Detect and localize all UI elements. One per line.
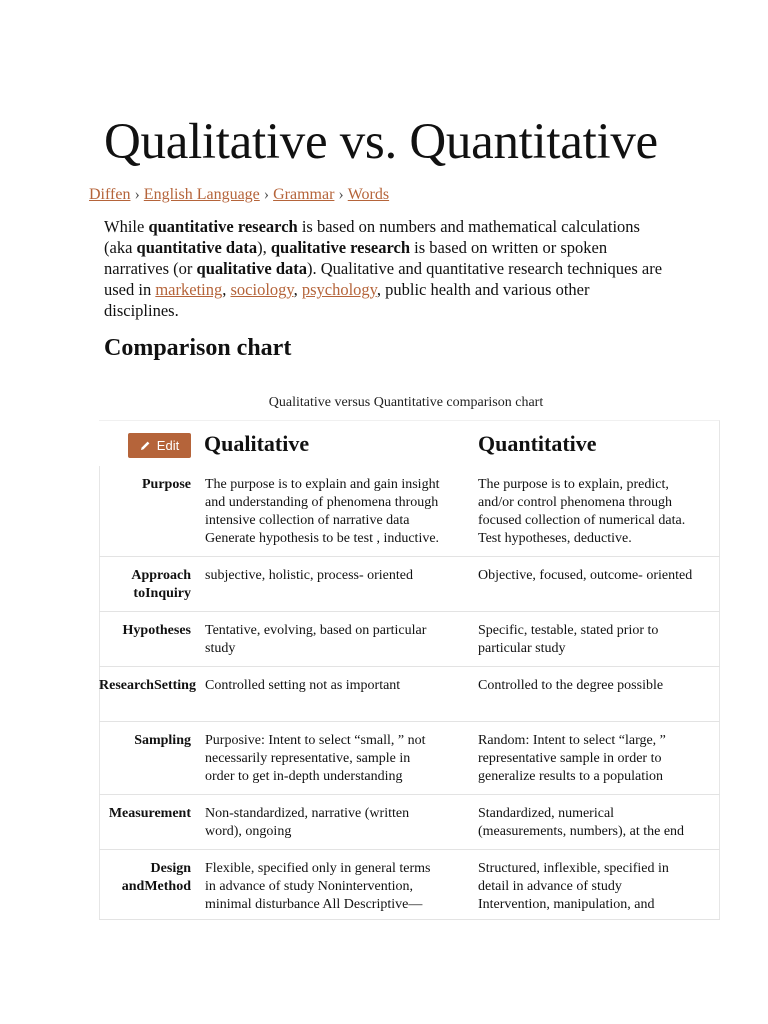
cell-line: Sampling (134, 733, 191, 748)
cell-line: Inquiry (145, 586, 191, 601)
cell-line: Approach to (131, 568, 191, 601)
cell-line: intensive collection of narrative data (205, 513, 410, 528)
cell-line: The purpose is to explain and gain insight (205, 477, 440, 492)
cell-line: Design and (121, 861, 191, 894)
breadcrumb-link-diffen[interactable]: Diffen (89, 186, 131, 203)
intro-text: ), (257, 238, 271, 257)
cell-qualitative (205, 567, 463, 585)
cell-line: (measurements, numbers), at the end (478, 824, 685, 839)
cell-qualitative (205, 677, 463, 695)
link-sociology[interactable]: sociology (230, 280, 294, 299)
cell-line: Structured, inflexible, specified in (478, 861, 669, 876)
cell-line: detail in advance of study (478, 879, 622, 894)
edit-button-label: Edit (156, 438, 180, 453)
intro-text: , (222, 280, 231, 299)
breadcrumb-separator: › (338, 186, 344, 203)
cell-quantitative (478, 622, 714, 658)
intro-bold-term: quantitative research (148, 217, 298, 236)
cell-line: representative sample in order to (478, 751, 662, 766)
cell-quantitative (478, 476, 714, 548)
cell-line: minimal disturbance All Descriptive— (205, 897, 423, 912)
intro-text: is based on numbers and mathematical calculations (aka (104, 217, 640, 257)
row-label (99, 860, 191, 896)
intro-text: ). Qualitative and quantitative research techniques are used in (104, 259, 663, 299)
intro-paragraph (104, 216, 664, 321)
cell-line: Purpose (142, 477, 191, 492)
column-header-qualitative: Qualitative (204, 431, 310, 456)
cell-quantitative (478, 860, 714, 914)
row-label (99, 622, 191, 640)
section-title: Comparison chart (104, 335, 292, 361)
table-row (99, 850, 720, 920)
column-header-quantitative: Quantitative (478, 431, 597, 456)
intro-text: , (293, 280, 302, 299)
cell-line: The purpose is to explain, predict, (478, 477, 669, 492)
pencil-icon (140, 440, 151, 451)
intro-bold-term: qualitative data (196, 259, 308, 278)
row-label (99, 732, 191, 750)
link-psychology[interactable]: psychology (301, 280, 377, 299)
cell-line: order to get in-depth understanding (205, 769, 403, 784)
intro-text: While (104, 217, 149, 236)
cell-line: particular study (478, 641, 566, 656)
cell-quantitative (478, 677, 714, 695)
cell-line: Hypotheses (122, 623, 191, 638)
table-body (99, 466, 720, 920)
cell-line: Flexible, specified only in general terms (205, 861, 431, 876)
intro-text: is based on written or spoken narratives (or (104, 238, 608, 278)
intro-bold-term: quantitative data (136, 238, 258, 257)
breadcrumb-link-words[interactable]: Words (347, 186, 390, 203)
breadcrumb-link-english-language[interactable]: English Language (143, 186, 260, 203)
cell-line: Random: Intent to select “large, ” (478, 733, 666, 748)
page-title: Qualitative vs. Quantitative (104, 114, 658, 170)
row-label (99, 567, 191, 603)
row-label (99, 476, 191, 494)
cell-line: Non-standardized, narrative (written (205, 806, 410, 821)
cell-line: focused collection of numerical data. (478, 513, 686, 528)
cell-line: Tentative, evolving, based on particular (205, 623, 427, 638)
cell-line: Generate hypothesis to be test , inductive. (205, 531, 440, 546)
cell-line: necessarily representative, sample in (205, 751, 411, 766)
cell-qualitative (205, 622, 463, 658)
cell-line: and understanding of phenomena through (205, 495, 439, 510)
cell-line: Research (99, 678, 154, 693)
cell-quantitative (478, 805, 714, 841)
cell-quantitative (478, 567, 714, 585)
cell-line: subjective, holistic, process- oriented (205, 568, 413, 583)
breadcrumb (89, 186, 389, 204)
table-row (99, 667, 720, 722)
table-row (99, 612, 720, 667)
cell-line: Specific, testable, stated prior to (478, 623, 659, 638)
breadcrumb-link-grammar[interactable]: Grammar (273, 186, 335, 203)
cell-qualitative (205, 860, 463, 914)
table-row (99, 466, 720, 557)
cell-quantitative (478, 732, 714, 786)
table-row (99, 795, 720, 850)
cell-line: Method (144, 879, 191, 894)
row-label (99, 805, 191, 823)
cell-line: generalize results to a population (478, 769, 664, 784)
cell-line: Standardized, numerical (478, 806, 615, 821)
cell-qualitative (205, 476, 463, 548)
cell-line: and/or control phenomena through (478, 495, 673, 510)
row-label (99, 677, 196, 695)
cell-line: in advance of study Nonintervention, (205, 879, 414, 894)
cell-line: Controlled to the degree possible (478, 678, 664, 693)
table-row (99, 557, 720, 612)
cell-line: Intervention, manipulation, and (478, 897, 655, 912)
cell-qualitative (205, 732, 463, 786)
cell-line: Test hypotheses, deductive. (478, 531, 632, 546)
cell-line: Controlled setting not as important (205, 678, 401, 693)
table-caption: Qualitative versus Quantitative comparison chart (268, 395, 544, 410)
link-marketing[interactable]: marketing (155, 280, 223, 299)
breadcrumb-separator: › (263, 186, 270, 203)
cell-line: study (205, 641, 236, 656)
cell-line: Setting (153, 678, 196, 693)
cell-line: Objective, focused, outcome- oriented (478, 568, 693, 583)
cell-line: Measurement (108, 806, 191, 821)
table-row (99, 722, 720, 795)
cell-line: Purposive: Intent to select “small, ” not (205, 733, 426, 748)
breadcrumb-separator: › (134, 186, 140, 203)
edit-button[interactable] (128, 433, 191, 458)
intro-bold-term: qualitative research (270, 238, 411, 257)
intro-text: , public health and various other disciplines. (104, 280, 590, 320)
cell-line: word), ongoing (205, 824, 292, 839)
cell-qualitative (205, 805, 463, 841)
